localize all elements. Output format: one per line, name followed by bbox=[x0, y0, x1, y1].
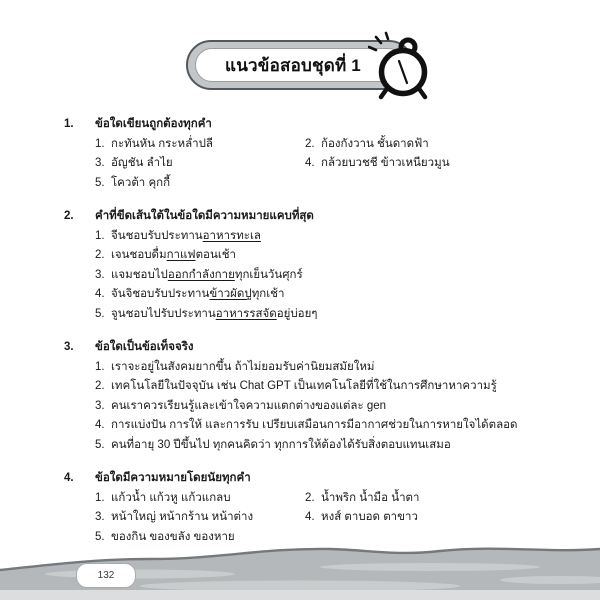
question-header bbox=[64, 207, 574, 227]
choice-text: โควต้า คุกกี้ bbox=[111, 176, 171, 189]
choice-list bbox=[95, 135, 574, 194]
choice-text: อัญชัน ลำไย bbox=[111, 157, 173, 169]
choice-2-1 bbox=[95, 227, 574, 247]
choice-text: จันจิชอบรับประทาน bbox=[111, 288, 210, 300]
choice-text: ทุกเช้า bbox=[251, 288, 285, 300]
choice-number: 2. bbox=[95, 380, 105, 392]
choice-text: เทคโนโลยีในปัจจุบัน เช่น Chat GPT เป็นเทคโนโลยีที่ใช้ในการศึกษาหาความรู้ bbox=[111, 380, 497, 392]
choice-3-4 bbox=[95, 416, 574, 436]
choice-text-underlined: ออกกำลังกาย bbox=[167, 268, 235, 281]
choice-number: 5. bbox=[95, 530, 105, 543]
choice-text: การแบ่งปัน การให้ และการรับ เปรียบเสมือนการมีอากาศช่วยในการหายใจได้ตลอด bbox=[111, 419, 518, 431]
choice-text-underlined: อาหารทะเล bbox=[202, 229, 261, 242]
alarm-clock-icon bbox=[368, 31, 438, 105]
choice-text: จีนชอบรับประทาน bbox=[111, 229, 203, 242]
choice-4-4 bbox=[305, 508, 574, 528]
choice-2-3 bbox=[95, 266, 574, 286]
choice-text: ของกิน ของขลัง ของหาย bbox=[111, 530, 235, 543]
choice-text: น้ำพริก น้ำมือ น้ำตา bbox=[321, 491, 420, 504]
question-number: 3. bbox=[64, 341, 74, 353]
choice-text: คนเราควรเรียนรู้และเข้าใจความแตกต่างของแต่ละ gen bbox=[111, 399, 387, 412]
question-4 bbox=[64, 469, 574, 547]
choice-1-3 bbox=[95, 154, 305, 174]
choice-text-underlined: อาหารรสจัด bbox=[215, 307, 277, 320]
question-3 bbox=[64, 338, 574, 455]
choice-text: คนที่อายุ 30 ปีขึ้นไป ทุกคนคิดว่า ทุกการให้ต้องได้รับสิ่งตอบแทนเสมอ bbox=[111, 438, 451, 451]
choice-4-2 bbox=[305, 489, 574, 509]
choice-text: กล้วยบวชชี ข้าวเหนียวมูน bbox=[321, 157, 450, 169]
choice-number: 4. bbox=[95, 419, 105, 431]
choice-2-4 bbox=[95, 285, 574, 305]
choice-1-2 bbox=[305, 135, 574, 155]
choice-4-3 bbox=[95, 508, 305, 528]
question-number: 2. bbox=[64, 210, 74, 222]
choice-number: 4. bbox=[95, 288, 105, 300]
choice-2-2 bbox=[95, 246, 574, 266]
choice-text: แก้วน้ำ แก้วหู แก้วแกลบ bbox=[111, 491, 231, 504]
choice-list bbox=[95, 227, 574, 325]
question-number: 4. bbox=[64, 472, 74, 484]
question-1 bbox=[64, 115, 574, 193]
question-2 bbox=[64, 207, 574, 324]
question-text: ข้อใดเขียนถูกต้องทุกคำ bbox=[95, 118, 212, 130]
choice-3-3 bbox=[95, 397, 574, 417]
choice-list bbox=[95, 489, 574, 548]
choice-text: ตอนเช้า bbox=[195, 249, 237, 261]
choice-number: 5. bbox=[95, 307, 105, 320]
choice-3-2 bbox=[95, 377, 574, 397]
choice-text: แจมชอบไป bbox=[111, 268, 168, 281]
choice-number: 2. bbox=[95, 249, 105, 261]
question-text: ข้อใดมีความหมายโดยนัยทุกคำ bbox=[95, 472, 251, 484]
choice-text: หงส์ ตาบอด ตาขาว bbox=[321, 511, 418, 523]
choice-number: 3. bbox=[95, 157, 105, 169]
choice-number: 5. bbox=[95, 438, 105, 451]
choice-1-5 bbox=[95, 174, 305, 194]
choice-text: ก้องกังวาน ชั้นดาดฟ้า bbox=[321, 137, 429, 150]
question-number: 1. bbox=[64, 118, 74, 130]
choice-2-5 bbox=[95, 305, 574, 325]
choice-text: ทุกเย็นวันศุกร์ bbox=[234, 268, 303, 281]
choice-number: 2. bbox=[305, 137, 315, 150]
choice-number: 2. bbox=[305, 491, 315, 504]
choice-text: อยู่บ่อยๆ bbox=[276, 307, 318, 320]
question-text: คำที่ขีดเส้นใต้ในข้อใดมีความหมายแคบที่สุด bbox=[95, 210, 314, 222]
choice-number: 1. bbox=[95, 137, 105, 150]
question-text: ข้อใดเป็นข้อเท็จจริง bbox=[95, 341, 194, 353]
question-list bbox=[64, 115, 574, 561]
choice-number: 4. bbox=[305, 157, 315, 169]
choice-text-underlined: กาแฟ bbox=[166, 249, 196, 261]
choice-4-1 bbox=[95, 489, 305, 509]
choice-number: 1. bbox=[95, 491, 105, 504]
choice-number: 3. bbox=[95, 399, 105, 412]
choice-text: กะทันหัน กระหล่ำปลี bbox=[111, 137, 213, 150]
exam-set-title: แนวข้อสอบชุดที่ 1 bbox=[225, 55, 361, 75]
choice-number: 3. bbox=[95, 511, 105, 523]
choice-1-1 bbox=[95, 135, 305, 155]
question-header bbox=[64, 338, 574, 358]
choice-3-1 bbox=[95, 358, 574, 378]
page-number: 132 bbox=[97, 570, 115, 581]
choice-text: หน้าใหญ่ หน้ากร้าน หน้าต่าง bbox=[111, 511, 254, 523]
choice-text: เจนชอบดื่ม bbox=[111, 249, 167, 261]
question-header bbox=[64, 115, 574, 135]
choice-number: 5. bbox=[95, 176, 105, 189]
choice-text-underlined: ข้าวผัดปู bbox=[209, 288, 252, 300]
choice-number: 3. bbox=[95, 268, 105, 281]
choice-1-4 bbox=[305, 154, 574, 174]
choice-3-5 bbox=[95, 436, 574, 456]
choice-text: จูนชอบไปรับประทาน bbox=[111, 307, 216, 320]
choice-number: 1. bbox=[95, 360, 105, 373]
exam-set-banner bbox=[186, 40, 414, 90]
choice-text: เราจะอยู่ในสังคมยากขึ้น ถ้าไม่ยอมรับค่านิยมสมัยใหม่ bbox=[111, 360, 375, 373]
choice-number: 4. bbox=[305, 511, 315, 523]
choice-list bbox=[95, 358, 574, 456]
choice-number: 1. bbox=[95, 229, 105, 242]
question-header bbox=[64, 469, 574, 489]
page-number-badge bbox=[76, 563, 136, 588]
